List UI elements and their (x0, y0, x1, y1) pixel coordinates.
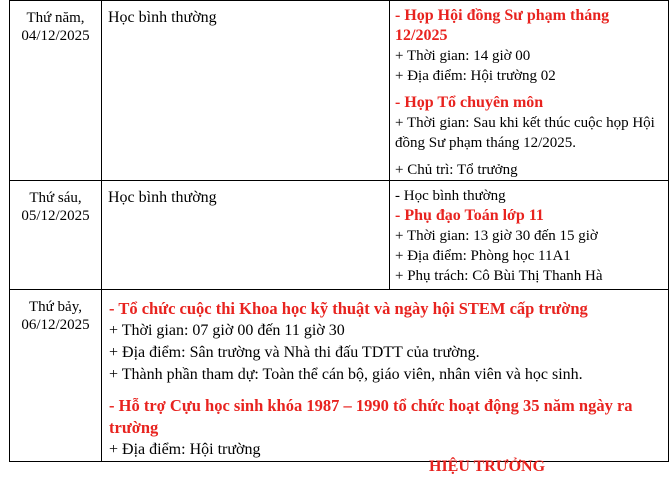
event-heading: - Họp Hội đồng Sư phạm tháng 12/2025 (395, 7, 610, 44)
event-heading: - Tổ chức cuộc thi Khoa học kỹ thuật và ngày hội STEM cấp trường (109, 299, 588, 318)
day-date: 06/12/2025 (21, 317, 90, 333)
day-cell (10, 290, 102, 462)
right-cell (390, 181, 669, 290)
day-cell (10, 181, 102, 290)
day-name: Thứ năm, (26, 10, 85, 26)
event-line: + Địa điểm: Hội trường (109, 441, 261, 458)
day-name: Thứ sáu, (29, 190, 82, 206)
event-line: + Chủ trì: Tổ trưởng (395, 162, 518, 178)
merged-cell (102, 290, 669, 462)
middle-text: Học bình thường (108, 189, 217, 206)
event-line: + Địa điểm: Sân trường và Nhà thi đấu TDTT của trường. (109, 344, 480, 361)
event-line: + Thời gian: 07 giờ 00 đến 11 giờ 30 (109, 322, 345, 339)
event-line: + Thành phần tham dự: Toàn thể cán bộ, giáo viên, nhân viên và học sinh. (109, 366, 583, 383)
event-list (102, 290, 668, 461)
event-line: + Địa điểm: Phòng học 11A1 (395, 248, 571, 264)
event-heading: - Hỗ trợ Cựu học sinh khóa 1987 – 1990 tổ chức hoạt động 35 năm ngày ra trường (109, 396, 633, 437)
day-date: 05/12/2025 (21, 208, 90, 224)
day-date: 04/12/2025 (21, 28, 90, 44)
middle-cell (102, 1, 390, 181)
event-heading: - Phụ đạo Toán lớp 11 (395, 207, 544, 224)
event-list (390, 181, 668, 286)
event-line: + Địa điểm: Hội trường 02 (395, 68, 556, 84)
middle-text: Học bình thường (108, 9, 217, 26)
day-name: Thứ bảy, (29, 299, 82, 315)
schedule-table (9, 0, 669, 462)
table-row (10, 290, 669, 462)
event-line: + Thời gian: 13 giờ 30 đến 15 giờ (395, 228, 598, 244)
right-cell (390, 1, 669, 181)
event-line: - Học bình thường (395, 188, 506, 204)
event-line: + Phụ trách: Cô Bùi Thị Thanh Hà (395, 268, 603, 284)
event-heading: - Họp Tổ chuyên môn (395, 94, 544, 111)
event-list (390, 1, 668, 180)
table-row (10, 181, 669, 290)
day-cell (10, 1, 102, 181)
middle-cell (102, 181, 390, 290)
signature-title: HIỆU TRƯỞNG (429, 458, 546, 475)
event-line: + Thời gian: 14 giờ 00 (395, 48, 531, 64)
table-row (10, 1, 669, 181)
event-line: + Thời gian: Sau khi kết thúc cuộc họp Hội đồng Sư phạm tháng 12/2025. (395, 115, 655, 151)
